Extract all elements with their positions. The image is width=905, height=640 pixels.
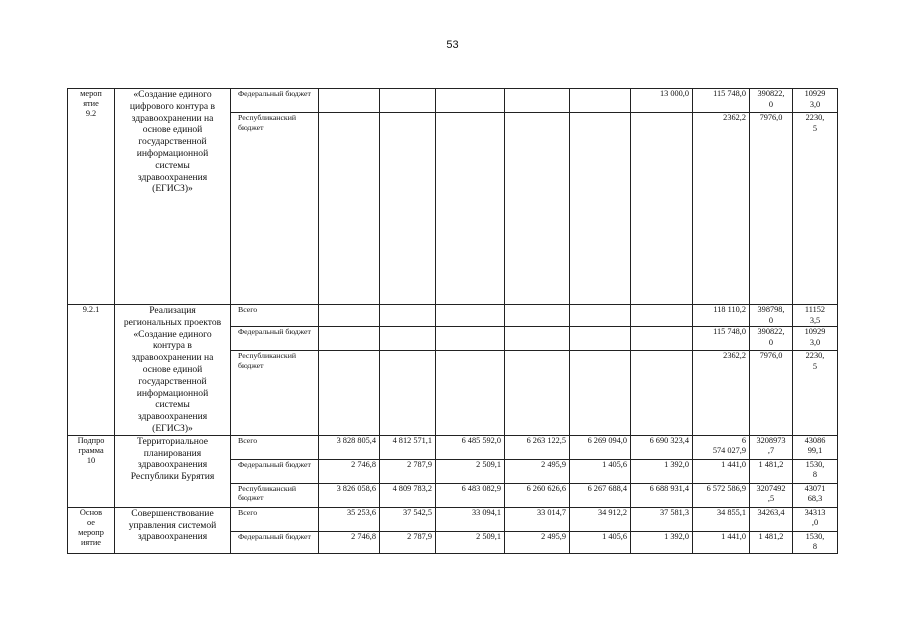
funding-source-cell: Федеральный бюджет [231,89,319,113]
value-cell [570,113,631,305]
value-cell: 6 574 027,9 [693,435,750,459]
value-cell [380,113,436,305]
value-cell: 1 481,2 [750,531,793,553]
value-cell: 6 572 586,9 [693,483,750,507]
value-cell: 1 441,0 [693,531,750,553]
funding-source-cell: Всего [231,507,319,531]
value-cell [436,89,505,113]
value-cell: 4 809 783,2 [380,483,436,507]
value-cell: 1530, 8 [793,459,838,483]
value-cell: 11152 3,5 [793,305,838,327]
value-cell: 13 000,0 [631,89,693,113]
value-cell [505,113,570,305]
value-cell: 2 495,9 [505,459,570,483]
value-cell: 34 855,1 [693,507,750,531]
value-cell: 390822, 0 [750,89,793,113]
funding-source-cell: Федеральный бюджет [231,327,319,351]
section-name-cell: Реализация региональных проектов «Создание единого контура в здравоохранении на основе единой государственной информационной системы здравоохранения (ЕГИСЗ)» [115,305,231,436]
value-cell: 1 392,0 [631,531,693,553]
value-cell: 6 269 094,0 [570,435,631,459]
value-cell: 1 481,2 [750,459,793,483]
value-cell: 6 688 931,4 [631,483,693,507]
section-id-cell: Подпро грамма 10 [68,435,115,507]
value-cell: 34263,4 [750,507,793,531]
value-cell [505,327,570,351]
value-cell [380,305,436,327]
value-cell: 4 812 571,1 [380,435,436,459]
section-id-cell: Основ ое меропр иятие [68,507,115,553]
value-cell: 2 746,8 [319,531,380,553]
value-cell: 6 260 626,6 [505,483,570,507]
value-cell [570,305,631,327]
value-cell: 2 787,9 [380,459,436,483]
value-cell [380,327,436,351]
funding-source-cell: Федеральный бюджет [231,459,319,483]
value-cell [436,305,505,327]
funding-source-cell: Республиканский бюджет [231,483,319,507]
value-cell: 10929 3,0 [793,327,838,351]
value-cell [505,305,570,327]
value-cell: 7976,0 [750,351,793,436]
value-cell: 35 253,6 [319,507,380,531]
value-cell [319,351,380,436]
funding-source-cell: Республиканский бюджет [231,351,319,436]
section-name-cell: Территориальное планирования здравоохранения Республики Бурятия [115,435,231,507]
value-cell [570,351,631,436]
value-cell: 3207492 ,5 [750,483,793,507]
value-cell [319,89,380,113]
value-cell [570,89,631,113]
value-cell: 43086 99,1 [793,435,838,459]
value-cell: 115 748,0 [693,327,750,351]
value-cell: 33 094,1 [436,507,505,531]
value-cell: 2 495,9 [505,531,570,553]
value-cell: 6 267 688,4 [570,483,631,507]
value-cell [436,113,505,305]
table-row [68,435,838,459]
value-cell: 6 690 323,4 [631,435,693,459]
value-cell [319,327,380,351]
value-cell: 3208973 ,7 [750,435,793,459]
value-cell: 118 110,2 [693,305,750,327]
funding-source-cell: Федеральный бюджет [231,531,319,553]
section-name-cell: Совершенствование управления системой здравоохранения [115,507,231,553]
value-cell [631,327,693,351]
table-row [68,507,838,531]
value-cell: 2230, 5 [793,113,838,305]
value-cell [631,113,693,305]
value-cell: 1 392,0 [631,459,693,483]
funding-source-cell: Всего [231,305,319,327]
value-cell: 37 581,3 [631,507,693,531]
value-cell: 1 405,6 [570,459,631,483]
budget-table [67,88,838,554]
value-cell: 6 263 122,5 [505,435,570,459]
value-cell: 2230, 5 [793,351,838,436]
value-cell: 10929 3,0 [793,89,838,113]
value-cell: 6 483 082,9 [436,483,505,507]
value-cell: 115 748,0 [693,89,750,113]
page-number: 53 [446,39,459,51]
value-cell: 43071 68,3 [793,483,838,507]
value-cell: 1 441,0 [693,459,750,483]
value-cell [319,305,380,327]
value-cell: 33 014,7 [505,507,570,531]
value-cell: 37 542,5 [380,507,436,531]
value-cell: 34313 ,0 [793,507,838,531]
value-cell: 398798, 0 [750,305,793,327]
value-cell: 2 509,1 [436,459,505,483]
value-cell: 3 826 058,6 [319,483,380,507]
value-cell: 6 485 592,0 [436,435,505,459]
value-cell: 3 828 805,4 [319,435,380,459]
value-cell: 390822, 0 [750,327,793,351]
table-body [68,89,838,554]
funding-source-cell: Республиканский бюджет [231,113,319,305]
value-cell [436,327,505,351]
value-cell: 2362,2 [693,113,750,305]
value-cell: 34 912,2 [570,507,631,531]
value-cell [436,351,505,436]
value-cell [505,351,570,436]
funding-source-cell: Всего [231,435,319,459]
value-cell [631,351,693,436]
table-row [68,89,838,113]
value-cell: 7976,0 [750,113,793,305]
value-cell: 2 787,9 [380,531,436,553]
value-cell: 2 746,8 [319,459,380,483]
value-cell: 1 405,6 [570,531,631,553]
section-id-cell: 9.2.1 [68,305,115,436]
value-cell: 2 509,1 [436,531,505,553]
value-cell [570,327,631,351]
section-id-cell: мероп ятие 9.2 [68,89,115,305]
table-row [68,305,838,327]
value-cell [380,351,436,436]
value-cell [631,305,693,327]
section-name-cell: «Создание единого цифрового контура в здравоохранении на основе единой государственной информационной системы здравоохранения (ЕГИСЗ)» [115,89,231,305]
value-cell [319,113,380,305]
value-cell [505,89,570,113]
value-cell [380,89,436,113]
value-cell: 2362,2 [693,351,750,436]
value-cell: 1530, 8 [793,531,838,553]
